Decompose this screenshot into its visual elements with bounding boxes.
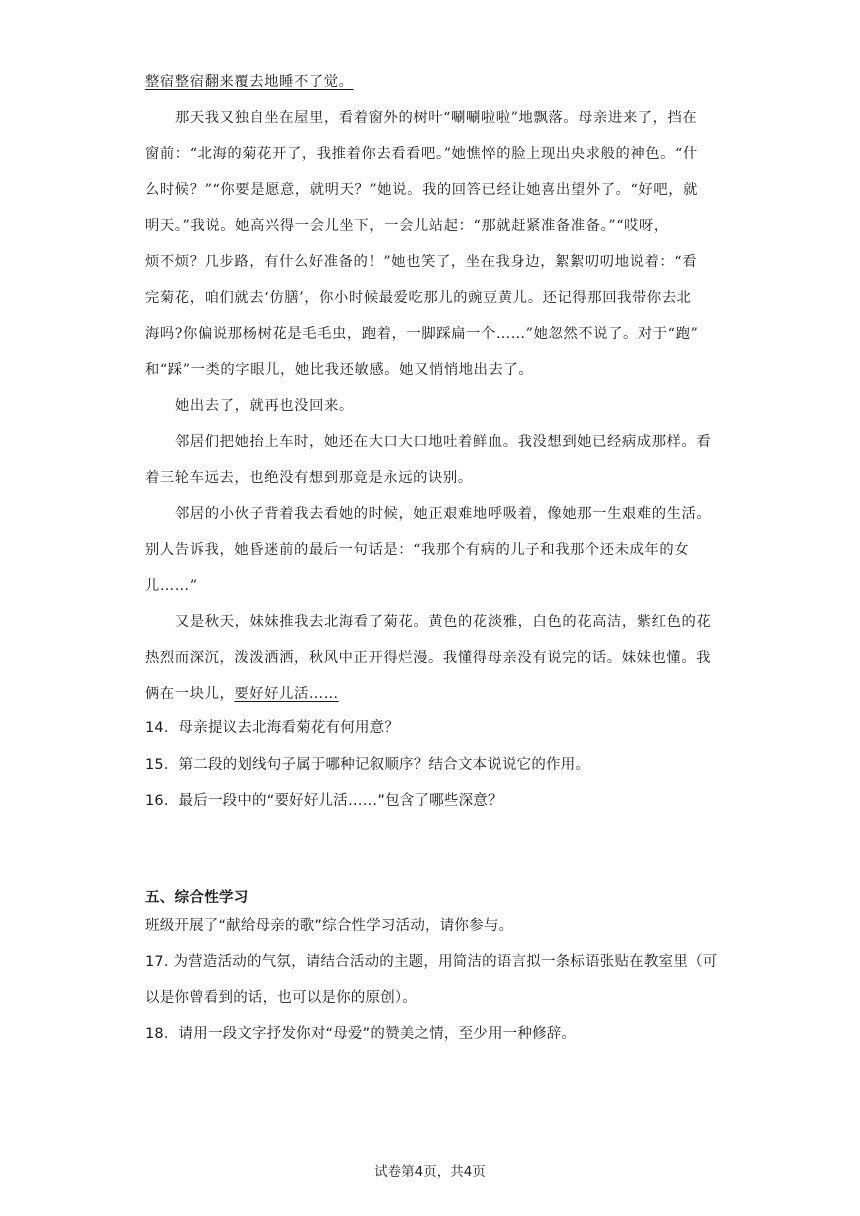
question-18: 18．请用一段文字抒发你对“母爱”的赞美之情，至少用一种修辞。 <box>145 1026 577 1042</box>
passage-line: 热烈而深沉，泼泼洒洒，秋风中正开得烂漫。我懂得母亲没有说完的话。妹妹也懂。我 <box>145 650 712 666</box>
passage-line <box>145 684 339 704</box>
passage-line: 邻居的小伙子背着我去看她的时候，她正艰难地呼吸着，像她那一生艰难的生活。 <box>175 506 712 522</box>
passage-underlined-sentence: 整宿整宿翻来覆去地睡不了觉。 <box>145 74 354 90</box>
question-17-line-2: 以是你曾看到的话，也可以是你的原创）。 <box>145 990 418 1006</box>
passage-line: 别人告诉我，她昏迷前的最后一句话是：“我那个有病的儿子和我那个还未成年的女 <box>145 542 690 558</box>
passage-line: 儿……” <box>145 578 198 594</box>
passage-line: 那天我又独自坐在屋里，看着窗外的树叶“唰唰啦啦”地飘落。母亲进来了，挡在 <box>175 110 698 126</box>
passage-line: 烦不烦？几步路，有什么好准备的！”她也笑了，坐在我身边，絮絮叨叨地说着：“看 <box>145 254 698 270</box>
passage-line: 明天。”我说。她高兴得一会儿坐下，一会儿站起：“那就赶紧准备准备。”“哎呀， <box>145 218 669 234</box>
passage-line: 么时候？”“你要是愿意，就明天？”她说。我的回答已经让她喜出望外了。“好吧，就 <box>145 182 699 198</box>
passage-line: 着三轮车远去，也绝没有想到那竟是永远的诀别。 <box>145 470 473 486</box>
passage-line: 海吗?你偏说那杨树花是毛毛虫，跑着，一脚踩扁一个……”她忽然不说了。对于“跑” <box>145 326 699 342</box>
section-title-comprehensive-learning: 五、综合性学习 <box>145 890 249 906</box>
paragraph-never-returned: 她出去了，就再也没回来。 <box>175 398 354 414</box>
question-15: 15．第二段的划线句子属于哪种记叙顺序？结合文本说说它的作用。 <box>145 757 591 773</box>
passage-line: 邻居们把她抬上车时，她还在大口大口地吐着鲜血。我没想到她已经病成那样。看 <box>175 434 712 450</box>
question-17-line-1: 17. 为营造活动的气氛，请结合活动的主题，用简洁的语言拟一条标语张贴在教室里（可 <box>145 954 718 970</box>
section-intro: 班级开展了“献给母亲的歌”综合性学习活动，请你参与。 <box>145 918 514 934</box>
passage-line: 和“踩”一类的字眼儿，她比我还敏感。她又悄悄地出去了。 <box>145 362 534 378</box>
page-footer: 试卷第4页，共4页 <box>374 1164 486 1180</box>
question-16: 16．最后一段中的“要好好儿活……”包含了哪些深意？ <box>145 793 503 809</box>
passage-text: 俩在一块儿， <box>145 686 235 702</box>
passage-line: 完菊花，咱们就去‘仿膳’，你小时候最爱吃那儿的豌豆黄儿。还记得那回我带你去北 <box>145 290 692 306</box>
passage-line: 又是秋天，妹妹推我去北海看了菊花。黄色的花淡雅，白色的花高洁，紫红色的花 <box>175 614 712 630</box>
underlined-phrase-live-well: 要好好儿活…… <box>234 686 339 702</box>
passage-line: 窗前：“北海的菊花开了，我推着你去看看吧。”她憔悴的脸上现出央求般的神色。“什 <box>145 146 698 162</box>
question-14: 14．母亲提议去北海看菊花有何用意？ <box>145 720 400 736</box>
